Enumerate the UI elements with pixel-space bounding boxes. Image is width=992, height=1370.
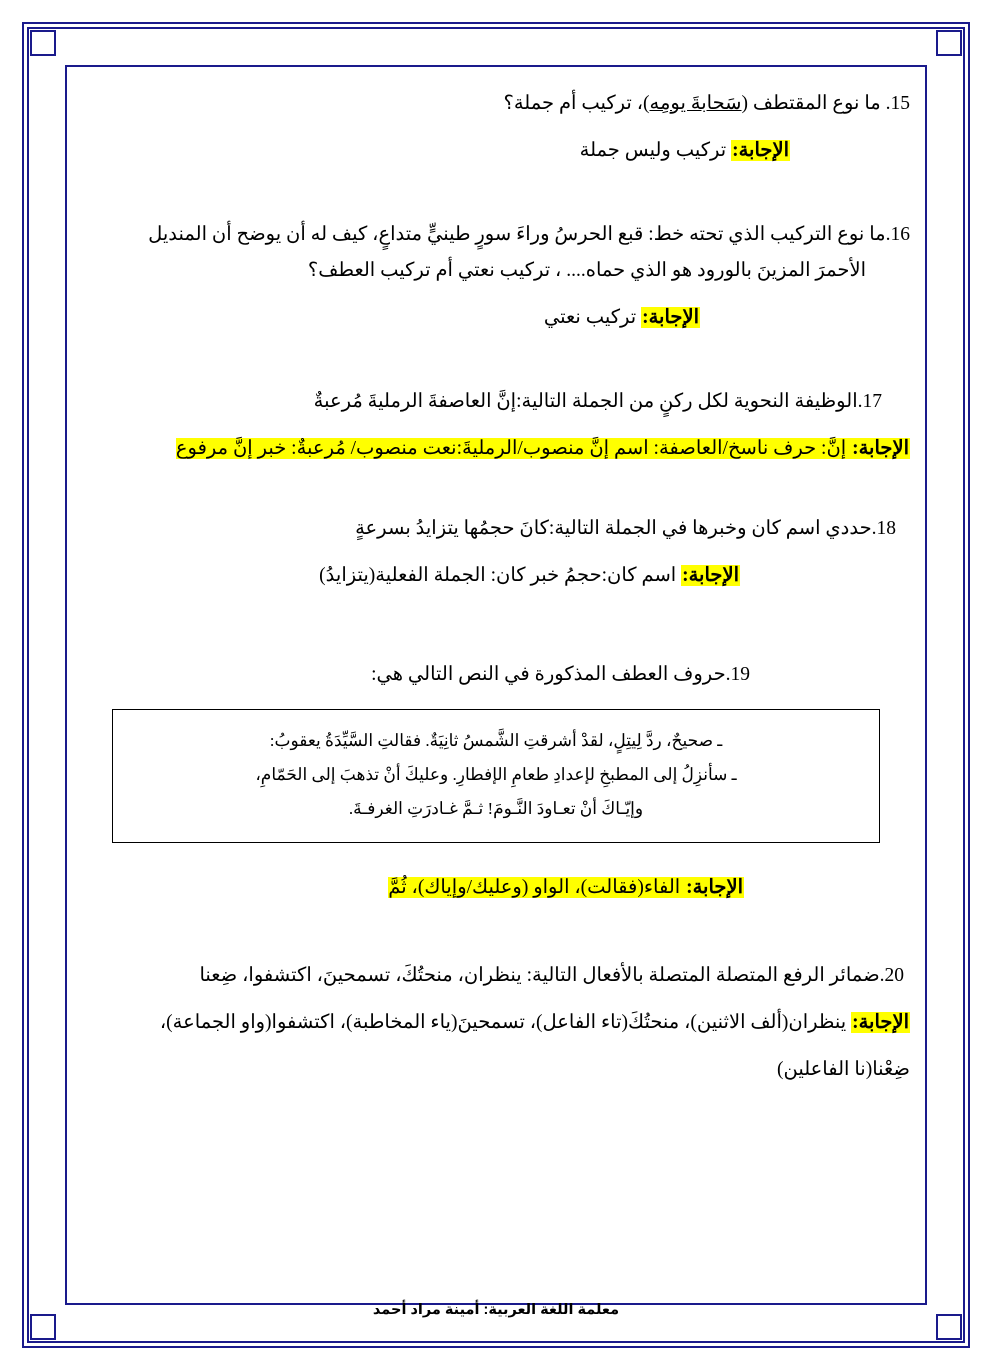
question-20-text: ضمائر الرفع المتصلة المتصلة بالأفعال التالية: ينظران، منحتُكَ، تسمحينَ، اكتشفوا، ضِعنا [199,964,880,986]
question-18-answer-line [82,557,910,594]
question-15-answer: تركيب وليس جملة [579,140,727,162]
footer-teacher-name: معلمة اللغة العربية: أمينة مراد أحمد [372,1302,620,1318]
answer-label-20-highlight [851,1012,910,1033]
question-15-text-before: ما نوع المقتطف ( [741,93,881,114]
question-18-answer: اسم كان:حجمُ خبر كان: الجملة الفعلية(يتزايدُ) [319,565,677,587]
question-block-20 [82,958,910,1088]
question-17-answer-highlight [176,438,910,459]
question-19-answer: الفاء(فقالت)، الواو (وعليك/وإياك)، ثُمَّ [388,876,681,898]
answer-label-17: الإجابة: [852,438,909,460]
question-19-number: 19. [725,663,750,685]
question-15-underlined-phrase: سَحابةَ يومِه [649,93,742,114]
question-19-text: حروف العطف المذكورة في النص التالي هي: [371,663,726,685]
passage-line-2: ـ سأنزِلُ إلى المطبخِ لإعدادِ طعامِ الإفطارِ. وعليكَ أنْ تذهبَ إلى الحَمّامِ، [255,764,737,784]
question-19-prompt [82,657,910,693]
question-17-answer-line [82,430,910,467]
question-16-prompt-line1 [82,217,910,253]
question-15-text-after: )، تركيب أم جملة؟ [503,93,650,114]
question-20-answer-part2: ضِعْنا(نا الفاعلين) [776,1058,910,1080]
question-19-answer-line [82,869,910,906]
question-15-answer-line [82,132,910,169]
question-16-text-line1: ما نوع التركيب الذي تحته خط: قبع الحرسُ وراءَ سورٍ طينيٍّ متداعٍ، كيف له أن يوضح أن المنديل [148,224,886,246]
question-block-19 [82,657,910,906]
question-15-number: 15. [885,93,910,114]
question-20-answer-part1: ينظران(ألف الاثنين)، منحتُكَ(تاء الفاعل)، تسمحينَ(ياء المخاطبة)، اكتشفوا(واو الجماعة)، [159,1011,847,1033]
worksheet-content [60,62,932,1308]
question-block-18 [82,511,910,594]
passage-line-3: وإيّـاكَ أنْ تعـاودَ النَّـومَ! ثـمَّ غـادرَتِ الغرفـةَ. [348,798,644,818]
question-18-text: حددي اسم كان وخبرها في الجملة التالية:كانَ حجمُها يتزايدُ بسرعةٍ [355,518,872,540]
question-18-prompt [82,511,910,547]
answer-label-18: الإجابة: [682,565,739,587]
answer-label-16: الإجابة: [642,307,699,329]
answer-label-19: الإجابة: [686,876,743,898]
question-16-text-line2: الأحمرَ المزينَ بالورود هو الذي حماه.... ، تركيب نعتي أم تركيب العطف؟ [307,260,866,282]
question-19-answer-highlight [388,877,744,898]
question-block-15 [82,86,910,169]
question-17-text: الوظيفة النحوية لكل ركنٍ من الجملة التالية:إنَّ العاصفةَ الرمليةَ مُرعبةٌ [313,391,858,413]
answer-label-20: الإجابة: [852,1011,909,1033]
question-16-number: 16. [885,224,910,246]
question-block-16 [82,217,910,336]
question-17-prompt [82,384,910,420]
question-18-number: 18. [871,518,896,540]
question-20-prompt [82,958,910,994]
question-block-17 [82,384,910,467]
question-17-number: 17. [857,391,882,413]
question-16-answer-line [82,299,910,336]
question-20-number: 20. [879,964,904,986]
answer-label-15: الإجابة: [732,140,789,162]
question-16-prompt-line2 [82,253,910,289]
passage-line-1: ـ صحيحٌ، ردَّ لِيتِلٍ، لقدْ أشرقتِ الشَّمسُ ثانِيَةٌ. فقالتِ السَّيِّدَةُ يعقوبُ: [269,730,723,750]
corner-ornament-top-left [936,30,962,56]
question-16-answer: تركيب نعتي [543,307,637,329]
question-15-prompt [82,86,910,122]
corner-ornament-top-right [30,30,56,56]
question-20-answer-line-2 [82,1051,910,1088]
question-17-answer: إنَّ: حرف ناسخ/العاصفة: اسم إنَّ منصوب/الرمليةَ:نعت منصوب/ مُرعبةٌ: خبر إنَّ مرفوع [175,438,847,460]
question-19-passage-box [112,709,880,843]
question-20-answer-line-1 [82,1004,910,1041]
